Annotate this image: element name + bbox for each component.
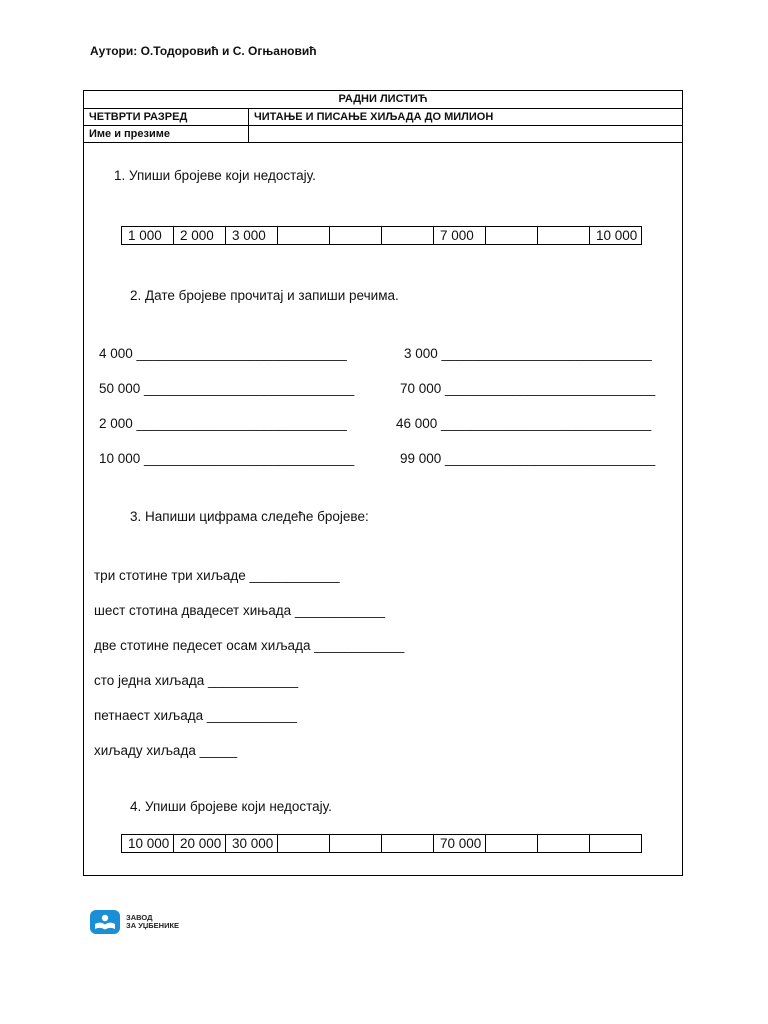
task2-answer-line[interactable]: 2 000 ____________________________ (99, 416, 347, 431)
task3-item[interactable]: петнаест хиљада ____________ (94, 708, 297, 723)
task4-cell[interactable] (538, 835, 590, 853)
task2-answer-line[interactable]: 3 000 ____________________________ (404, 346, 652, 361)
task1-cell[interactable] (486, 227, 538, 245)
name-label: Име и презиме (84, 126, 249, 142)
task4-cell[interactable] (486, 835, 538, 853)
grade-row (84, 109, 682, 126)
task4-cell[interactable]: 30 000 (226, 835, 278, 853)
task4-cell[interactable] (278, 835, 330, 853)
task1-cell[interactable]: 2 000 (174, 227, 226, 245)
task4-cell[interactable] (590, 835, 642, 853)
task3-item[interactable]: шест стотина двадесет хињада ____________ (94, 603, 385, 618)
task4-cell[interactable] (330, 835, 382, 853)
task1-cell[interactable]: 10 000 (590, 227, 642, 245)
task1-cell[interactable]: 7 000 (434, 227, 486, 245)
task2-answer-line[interactable]: 99 000 ____________________________ (400, 451, 656, 466)
publisher-name-line1: ЗАВОД (126, 913, 153, 922)
task1-title: 1. Упиши бројеве који недостају. (114, 168, 316, 183)
task1-cell[interactable] (538, 227, 590, 245)
task3-title: 3. Напиши цифрама следеће бројеве: (130, 509, 369, 524)
task4-number-row (121, 834, 642, 853)
authors-line: Аутори: О.Тодоровић и С. Огњановић (90, 44, 317, 58)
task1-cell[interactable]: 1 000 (122, 227, 174, 245)
task1-cell[interactable] (330, 227, 382, 245)
task3-item[interactable]: сто једна хиљада ____________ (94, 673, 299, 688)
task2-answer-line[interactable]: 70 000 ____________________________ (400, 381, 656, 396)
worksheet-title: РАДНИ ЛИСТИЋ (84, 91, 682, 109)
task3-item[interactable]: хиљаду хиљада _____ (94, 743, 238, 758)
task2-answer-line[interactable]: 10 000 ____________________________ (99, 451, 355, 466)
task3-item[interactable]: две стотине педесет осам хиљада ____________ (94, 638, 405, 653)
task4-cell[interactable]: 20 000 (174, 835, 226, 853)
task1-cell[interactable]: 3 000 (226, 227, 278, 245)
task4-cell[interactable] (382, 835, 434, 853)
task1-cell[interactable] (278, 227, 330, 245)
task2-answer-line[interactable]: 4 000 ____________________________ (99, 346, 347, 361)
name-field[interactable] (249, 126, 682, 142)
task2-answer-line[interactable]: 46 000 ____________________________ (396, 416, 652, 431)
name-row (84, 126, 682, 143)
task2-title: 2. Дате бројеве прочитај и запиши речима. (130, 288, 399, 303)
task4-title: 4. Упиши бројеве који недостају. (130, 799, 332, 814)
task4-cell[interactable]: 10 000 (122, 835, 174, 853)
book-reader-icon (90, 910, 120, 934)
task2-answer-line[interactable]: 50 000 ____________________________ (99, 381, 355, 396)
grade-label: ЧЕТВРТИ РАЗРЕД (84, 109, 249, 125)
publisher-logo (90, 910, 179, 934)
worksheet (83, 90, 683, 876)
task4-cell[interactable]: 70 000 (434, 835, 486, 853)
task1-cell[interactable] (382, 227, 434, 245)
publisher-name-line2: ЗА УЏБЕНИКЕ (126, 921, 180, 930)
publisher-name (126, 914, 179, 930)
topic-label: ЧИТАЊЕ И ПИСАЊЕ ХИЉАДА ДО МИЛИОН (254, 111, 494, 123)
task3-item[interactable]: три стотине три хиљаде ____________ (94, 568, 340, 583)
task1-number-row (121, 226, 642, 245)
